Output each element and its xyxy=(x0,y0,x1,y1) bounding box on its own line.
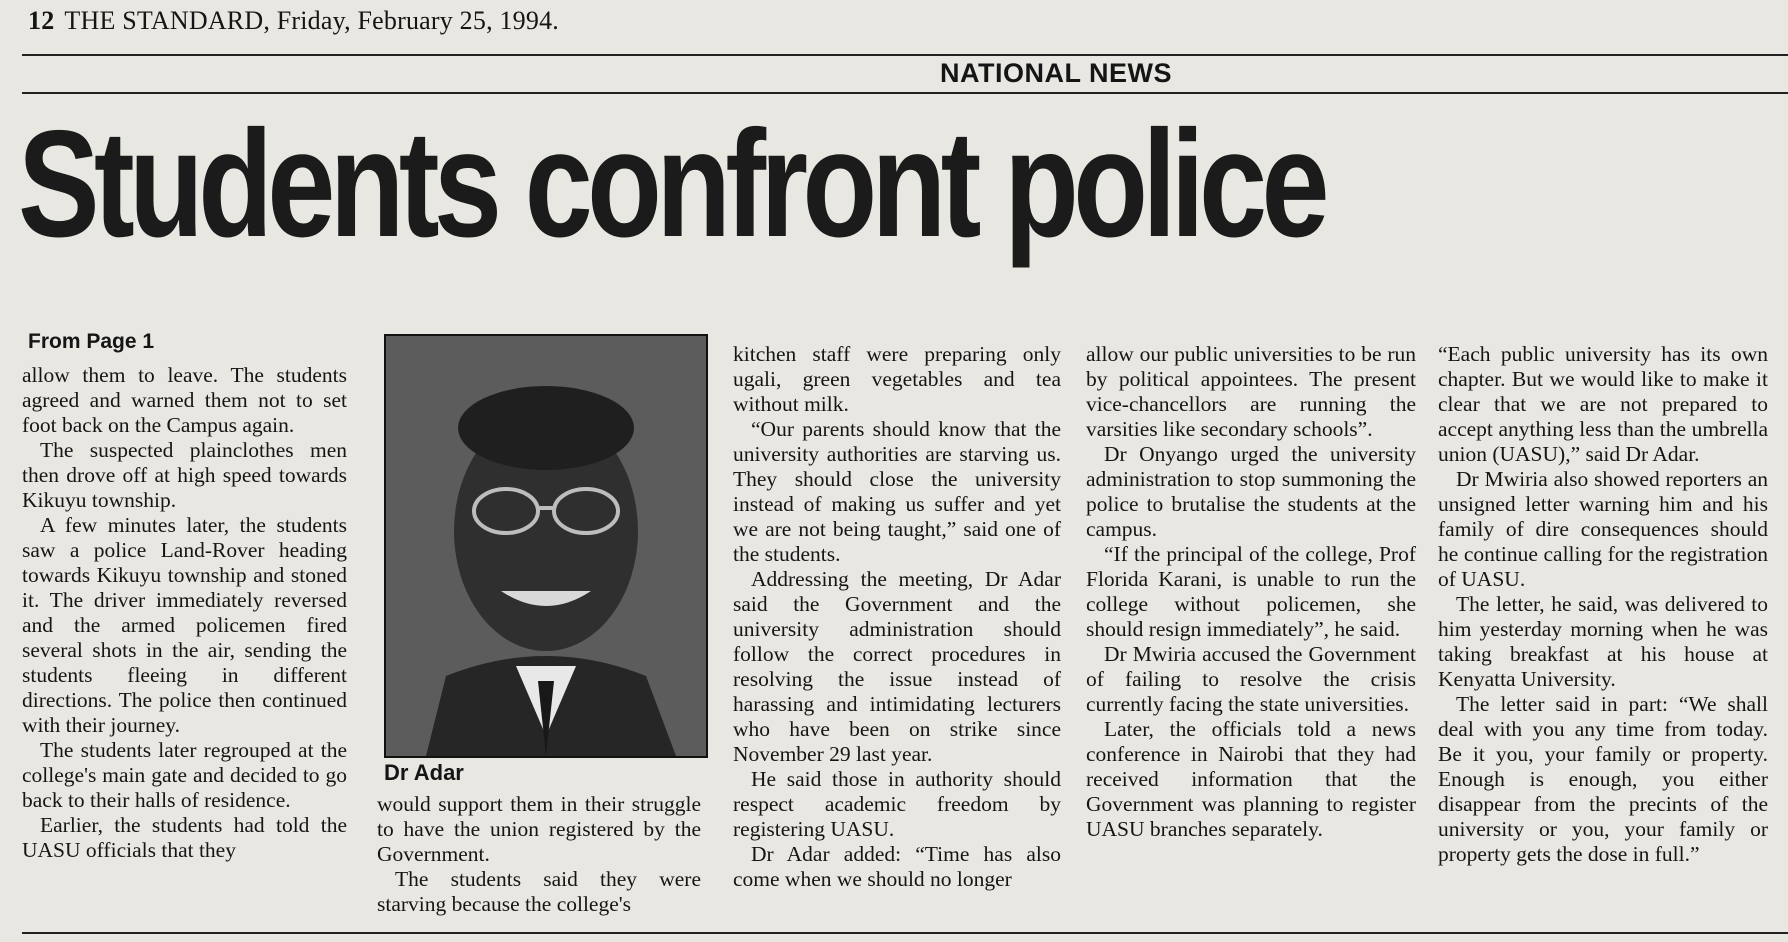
top-rule xyxy=(22,54,1788,56)
paragraph: Addressing the meeting, Dr Adar said the Government and the university administration should follow the correct procedures in resolving the issue instead of harassing and intimidating lecturers who have been on strike since November 29 last year. xyxy=(733,567,1061,766)
paragraph: The students said they were starving because the college's xyxy=(377,867,701,916)
paragraph: allow our public universities to be run by political appointees. The present vice-chancellors are running the varsities like secondary schools”. xyxy=(1086,342,1416,441)
photo-caption: Dr Adar xyxy=(384,760,464,785)
masthead xyxy=(28,6,559,36)
paragraph: “If the principal of the college, Prof Florida Karani, is unable to run the college without policemen, she should resign immediately”, he said. xyxy=(1086,542,1416,641)
article-column-5 xyxy=(1438,342,1768,867)
paragraph: The students later regrouped at the college's main gate and decided to go back to their halls of residence. xyxy=(22,738,347,812)
paragraph: Later, the officials told a news conference in Nairobi that they had received information that the Government was planning to register UASU branches separately. xyxy=(1086,717,1416,841)
paragraph: Dr Mwiria accused the Government of failing to resolve the crisis currently facing the state universities. xyxy=(1086,642,1416,716)
paragraph: would support them in their struggle to have the union registered by the Government. xyxy=(377,792,701,866)
section-rule xyxy=(22,92,1788,94)
article-column-3 xyxy=(733,342,1061,892)
paragraph: “Our parents should know that the university authorities are starving us. They should close the university instead of making us suffer and yet we are not being taught,” said one of the students. xyxy=(733,417,1061,566)
paragraph: He said those in authority should respect academic freedom by registering UASU. xyxy=(733,767,1061,841)
masthead-text: THE STANDARD, Friday, February 25, 1994. xyxy=(64,6,559,35)
paragraph: Dr Adar added: “Time has also come when we should no longer xyxy=(733,842,1061,891)
portrait-photo xyxy=(384,334,708,758)
paragraph: Dr Mwiria also showed reporters an unsigned letter warning him and his family of dire consequences should he continue calling for the registration of UASU. xyxy=(1438,467,1768,591)
article-column-2 xyxy=(377,792,701,917)
paragraph: “Each public university has its own chapter. But we would like to make it clear that we are not prepared to accept anything less than the umbrella union (UASU),” said Dr Adar. xyxy=(1438,342,1768,466)
article-column-4 xyxy=(1086,342,1416,842)
paragraph: Earlier, the students had told the UASU officials that they xyxy=(22,813,347,862)
headline: Students confront police xyxy=(18,99,1324,269)
from-page-label: From Page 1 xyxy=(28,330,155,353)
paragraph: The suspected plainclothes men then drove off at high speed towards Kikuyu township. xyxy=(22,438,347,512)
paragraph: A few minutes later, the students saw a police Land-Rover heading towards Kikuyu township and stoned it. The driver immediately reversed and the armed policemen fired several shots in the air, sending the students fleeing in different directions. The police then continued with their journey. xyxy=(22,513,347,737)
paragraph: kitchen staff were preparing only ugali, green vegetables and tea without milk. xyxy=(733,342,1061,416)
paragraph: The letter, he said, was delivered to him yesterday morning when he was taking breakfast at his house at Kenyatta University. xyxy=(1438,592,1768,691)
paragraph: Dr Onyango urged the university administration to stop summoning the police to brutalise the students at the campus. xyxy=(1086,442,1416,541)
page-number: 12 xyxy=(28,6,55,35)
article-column-1 xyxy=(22,363,347,863)
paragraph: The letter said in part: “We shall deal with you any time from today. Be it you, your family or property. Enough is enough, you either disappear from the precints of the university or you, your family or property gets the dose in full.” xyxy=(1438,692,1768,866)
section-label: NATIONAL NEWS xyxy=(940,58,1172,88)
bottom-rule xyxy=(22,932,1788,934)
paragraph: allow them to leave. The students agreed and warned them not to set foot back on the Campus again. xyxy=(22,363,347,437)
